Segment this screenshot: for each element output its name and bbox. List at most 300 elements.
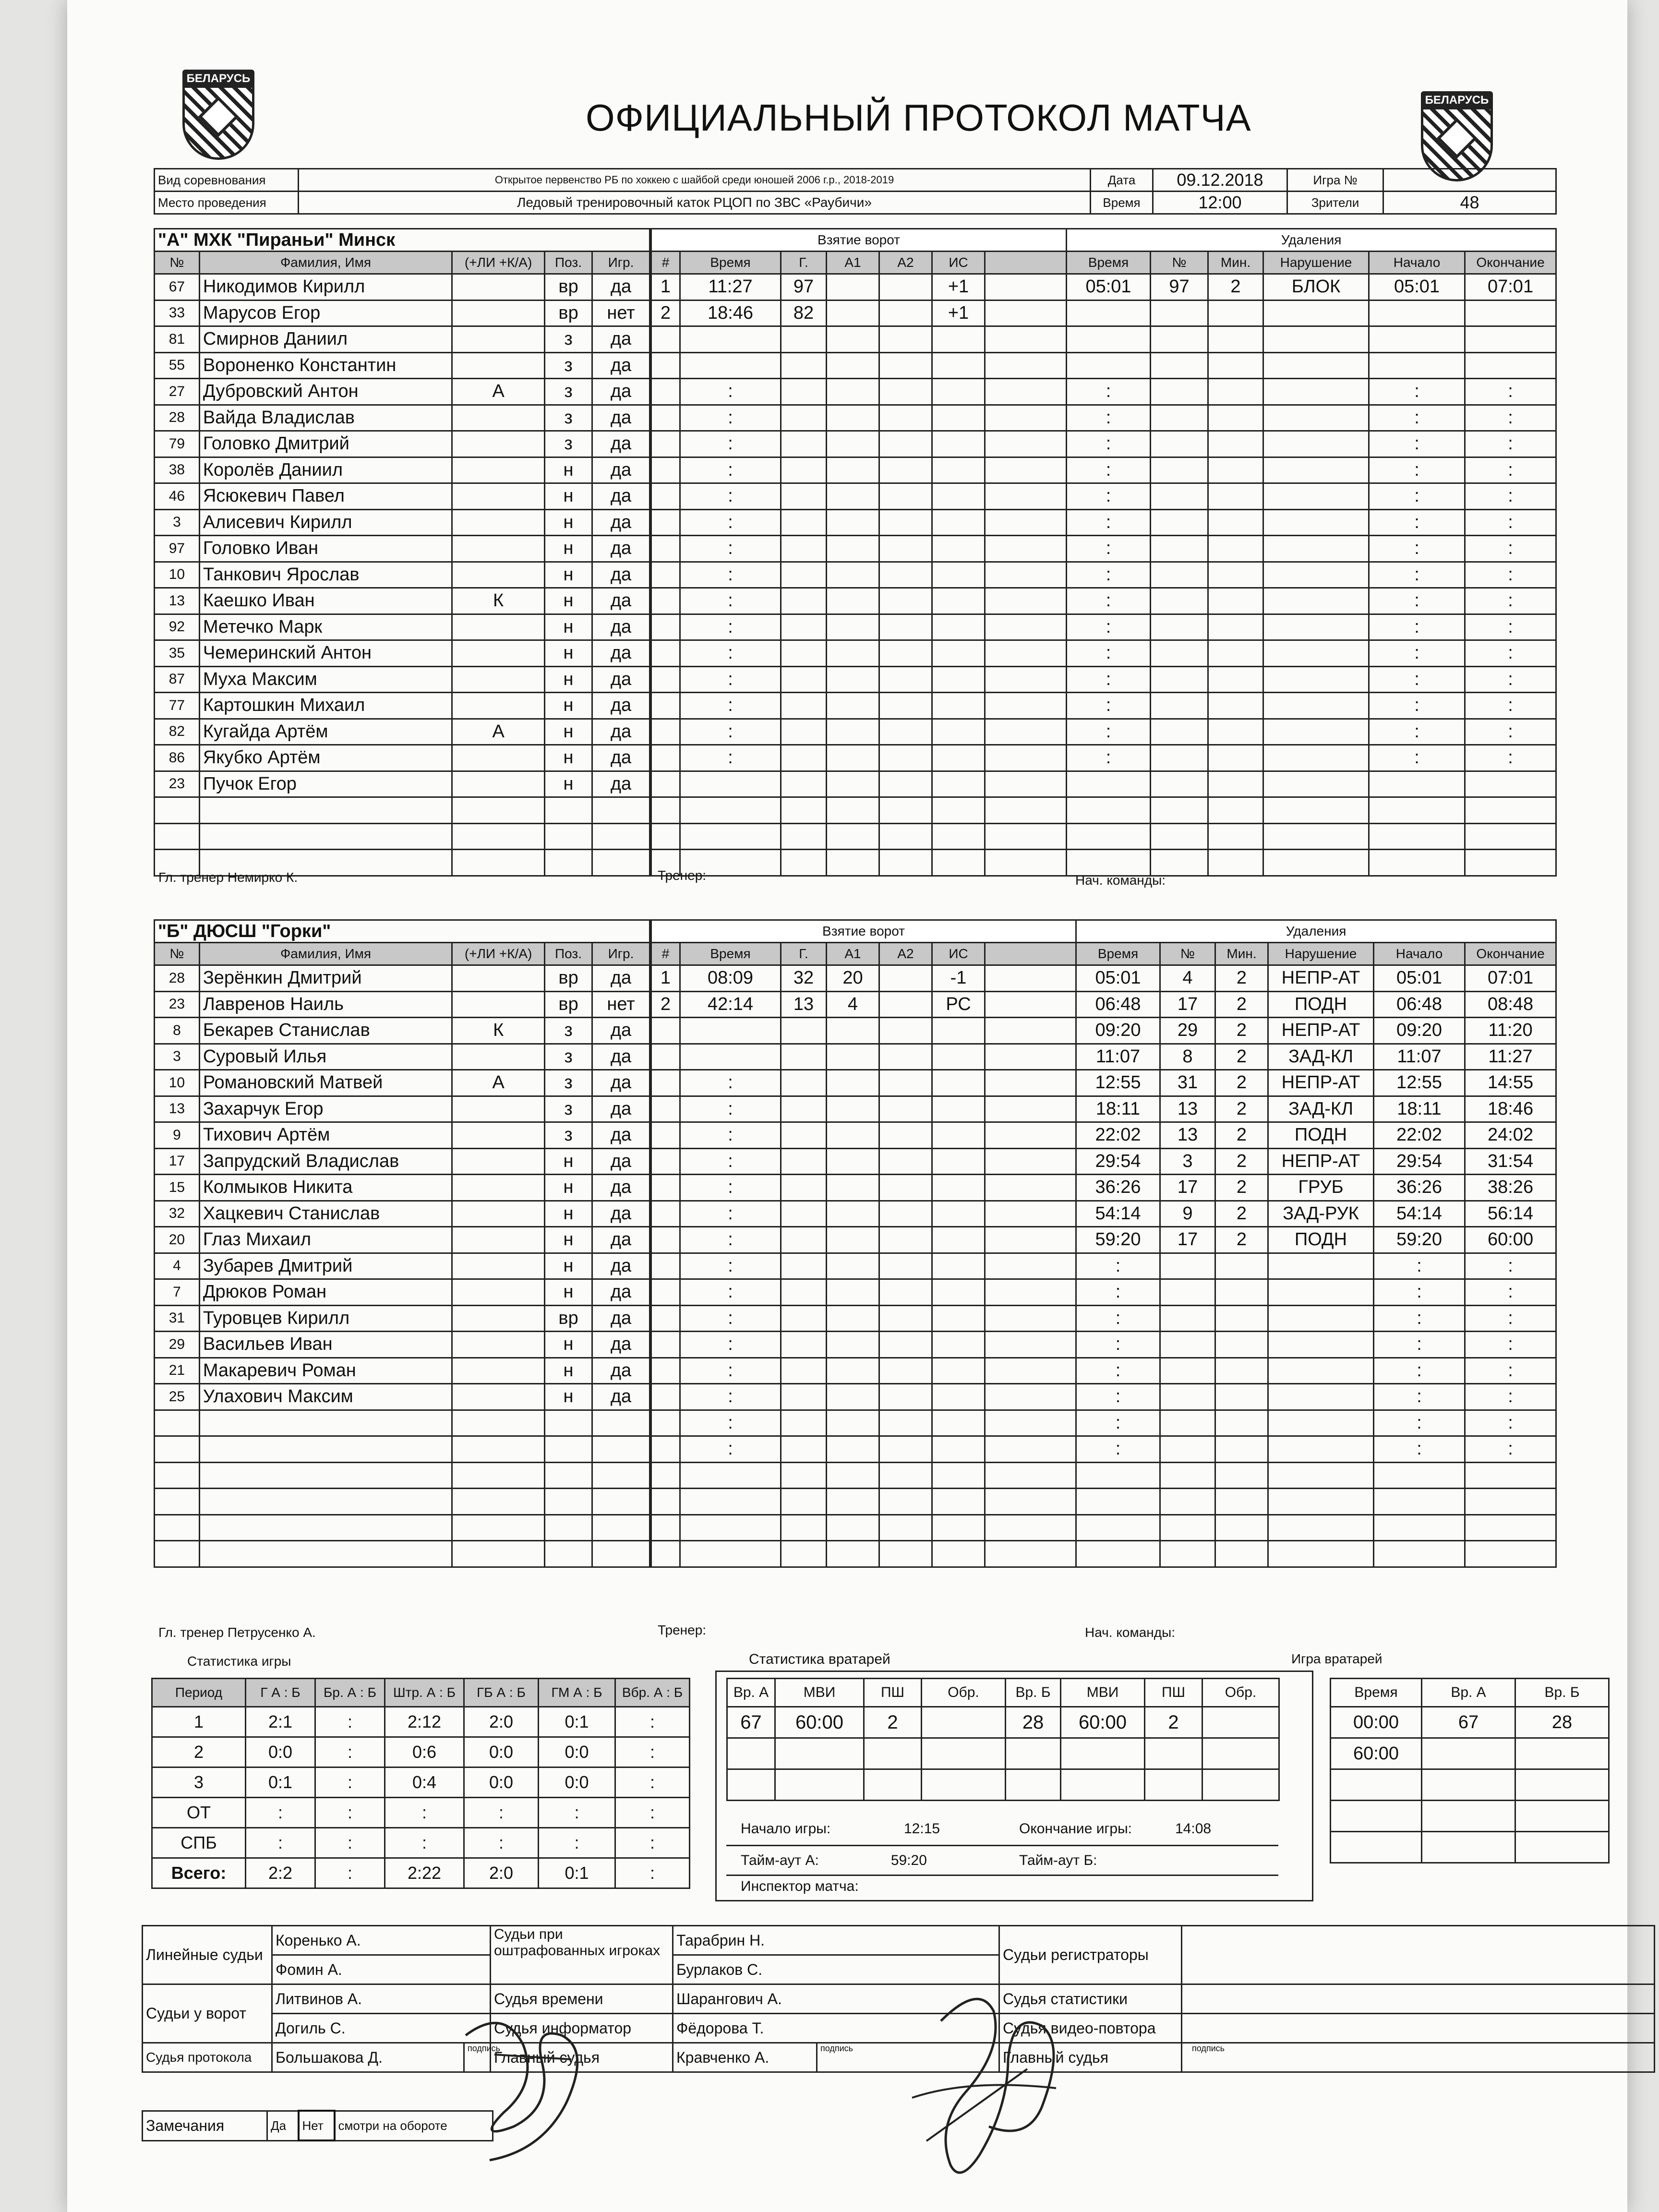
goal-is [932, 1384, 985, 1410]
penalty-m [1215, 1436, 1268, 1463]
divider [726, 1875, 1278, 1876]
table-row [651, 1070, 1076, 1096]
goal-is [932, 1332, 985, 1358]
gk-play-cell [1331, 1801, 1422, 1832]
announcer-value: Фёдорова Т. [673, 2014, 999, 2043]
penalty-m: 2 [1215, 1175, 1268, 1201]
gk-cell [1061, 1769, 1145, 1801]
table-row [651, 1122, 1076, 1149]
belarus-hockey-logo-right: БЕЛАРУСЬ [1421, 91, 1493, 182]
goal-a1 [827, 1227, 879, 1253]
table-row [651, 509, 1067, 536]
goal-n [651, 1122, 680, 1149]
player-number: 9 [155, 1122, 200, 1149]
goal-g [781, 1122, 827, 1149]
penalty-e: 07:01 [1465, 965, 1556, 992]
end-value: 14:08 [1175, 1821, 1212, 1837]
penalty-m [1208, 300, 1263, 326]
goal-a1 [827, 1384, 879, 1410]
player-name: Романовский Матвей [199, 1070, 452, 1096]
goal-t: : [680, 379, 781, 405]
player-name: Зерёнкин Дмитрий [199, 965, 452, 992]
goal-g [781, 1018, 827, 1044]
empty-cell [452, 1541, 545, 1567]
video-judge-value [1182, 2014, 1655, 2043]
table-row [1076, 1227, 1556, 1253]
goal-g [781, 1410, 827, 1436]
goal-n: 2 [651, 300, 680, 326]
end-label: Окончание игры: [1019, 1821, 1132, 1837]
goal-spacer [985, 771, 1067, 797]
penalty-m [1215, 1515, 1268, 1541]
player-position: н [545, 1384, 592, 1410]
penalty-s: : [1369, 536, 1465, 562]
team-b-goals [650, 919, 1077, 1568]
goal-t: : [680, 1358, 781, 1384]
goal-spacer [985, 1515, 1076, 1541]
player-name: Метечко Марк [199, 614, 452, 640]
statistics-judge-value [1182, 1984, 1655, 2014]
table-row [1331, 1769, 1609, 1801]
player-position: н [545, 640, 592, 667]
player-number: 21 [155, 1358, 200, 1384]
table-row [1067, 274, 1556, 301]
goal-a2 [879, 666, 932, 693]
penalty-n [1151, 719, 1208, 745]
table-row [1076, 1384, 1556, 1410]
player-number: 55 [155, 352, 200, 379]
penalty-m [1215, 1462, 1268, 1489]
goal-t: : [680, 1410, 781, 1436]
penalty-t: : [1067, 379, 1151, 405]
player-position: з [545, 1018, 592, 1044]
goal-spacer [985, 300, 1067, 326]
stats-cell: 2 [152, 1737, 246, 1767]
table-row [651, 405, 1067, 431]
gk-play-header [1331, 1679, 1609, 1707]
stats-cell: : [615, 1828, 690, 1858]
game-stats-rows [152, 1707, 690, 1888]
empty-cell [155, 823, 200, 850]
table-row [1076, 1201, 1556, 1227]
goal-a2 [879, 1489, 932, 1515]
goal-g [781, 352, 827, 379]
player-name: Ясюкевич Павел [199, 483, 452, 510]
penalty-s: : [1369, 666, 1465, 693]
penalty-s: : [1369, 745, 1465, 771]
gk-play-cell [1422, 1769, 1515, 1801]
empty-cell [452, 797, 545, 824]
goal-a1 [827, 1489, 879, 1515]
goal-is [932, 666, 985, 693]
penalty-inf [1268, 1489, 1374, 1515]
player-role [452, 666, 545, 693]
player-name: Танкович Ярослав [199, 562, 452, 588]
goal-t [680, 1018, 781, 1044]
goal-spacer [985, 588, 1067, 614]
goal-a1 [827, 850, 879, 876]
goal-t [680, 1462, 781, 1489]
player-position: з [545, 379, 592, 405]
player-played: да [592, 326, 650, 353]
table-row [651, 745, 1067, 771]
goal-a1 [827, 640, 879, 667]
coach-name: Петрусенко А. [227, 1625, 316, 1640]
player-number: 3 [155, 509, 200, 536]
penalty-inf [1268, 1462, 1374, 1489]
goal-spacer [985, 1279, 1076, 1306]
goal-is [932, 1096, 985, 1122]
goal-spacer [985, 431, 1067, 457]
goal-is [932, 1070, 985, 1096]
stats-header: Период [152, 1679, 246, 1707]
linesman-2: Фомин А. [272, 1955, 491, 1984]
team-a-goal-rows [651, 274, 1067, 876]
empty-cell [452, 823, 545, 850]
table-row [155, 1201, 650, 1227]
player-position: н [545, 771, 592, 797]
goal-n [651, 640, 680, 667]
penalty-e: : [1465, 1305, 1556, 1332]
penalty-m [1208, 379, 1263, 405]
goal-is [932, 1541, 985, 1567]
penalty-m: 2 [1215, 1044, 1268, 1070]
goal-n [651, 1358, 680, 1384]
goal-a1 [827, 562, 879, 588]
goal-is [932, 483, 985, 510]
gk-cell [1061, 1738, 1145, 1769]
goal-n [651, 379, 680, 405]
empty-cell [452, 1436, 545, 1463]
table-row [651, 850, 1067, 876]
goal-n: 1 [651, 274, 680, 301]
gk-play-cell [1331, 1769, 1422, 1801]
gk-play-table [1330, 1678, 1610, 1863]
penalty-t: : [1067, 483, 1151, 510]
goal-g [781, 1358, 827, 1384]
stats-cell: : [464, 1828, 539, 1858]
coach-name: Немирко К. [227, 870, 298, 885]
goal-a1 [827, 797, 879, 824]
penalty-t: : [1076, 1279, 1160, 1306]
protocol-judge-signature [446, 2007, 600, 2170]
table-row [1067, 483, 1556, 510]
table-row [1067, 850, 1556, 876]
goal-g [781, 588, 827, 614]
goal-n [651, 405, 680, 431]
goal-is [932, 797, 985, 824]
timeout-a-label: Тайм-аут А: [741, 1852, 819, 1868]
col-goal-a2: А2 [879, 252, 932, 274]
penalty-inf [1268, 1541, 1374, 1567]
gk-header: ПШ [864, 1679, 922, 1707]
table-row [155, 1462, 650, 1489]
col-li: (+ЛИ +К/А) [452, 943, 545, 965]
player-number: 31 [155, 1305, 200, 1332]
player-played: да [592, 562, 650, 588]
goal-g: 97 [781, 274, 827, 301]
table-row [152, 1858, 690, 1888]
penalty-s: 29:54 [1374, 1148, 1465, 1175]
table-row [651, 797, 1067, 824]
goal-is [932, 457, 985, 483]
col-goal-num: # [651, 252, 680, 274]
goal-is [932, 1462, 985, 1489]
goal-is [932, 1358, 985, 1384]
player-name: Головко Дмитрий [199, 431, 452, 457]
penalty-t: : [1076, 1410, 1160, 1436]
player-position: н [545, 1175, 592, 1201]
penalty-t [1076, 1515, 1160, 1541]
goal-g [781, 1096, 827, 1122]
penalty-n: 31 [1160, 1070, 1215, 1096]
goal-a2 [879, 693, 932, 719]
player-position: н [545, 666, 592, 693]
penalty-inf [1263, 405, 1369, 431]
gk-play-cell: 67 [1422, 1707, 1515, 1738]
player-name: Смирнов Даниил [199, 326, 452, 353]
goal-g [781, 1384, 827, 1410]
table-row [727, 1738, 1279, 1769]
penalty-m [1215, 1279, 1268, 1306]
goal-a1 [827, 614, 879, 640]
col-pen-start: Начало [1374, 943, 1465, 965]
table-row [1076, 1305, 1556, 1332]
goal-is [932, 850, 985, 876]
penalty-t: 54:14 [1076, 1201, 1160, 1227]
start-value: 12:15 [904, 1821, 940, 1837]
goal-n [651, 588, 680, 614]
goal-spacer [985, 640, 1067, 667]
goal-n [651, 1148, 680, 1175]
penalty-t [1067, 300, 1151, 326]
goal-is [932, 405, 985, 431]
team-b-player-rows [155, 965, 650, 1567]
empty-cell [155, 1515, 200, 1541]
penalty-inf [1263, 562, 1369, 588]
table-row [651, 1148, 1076, 1175]
team-a-roster [154, 228, 650, 877]
table-row [1067, 536, 1556, 562]
goal-is [932, 1305, 985, 1332]
table-row [1076, 1070, 1556, 1096]
goal-n [651, 326, 680, 353]
penalty-inf [1263, 850, 1369, 876]
player-position: вр [545, 965, 592, 992]
penalty-e [1465, 326, 1556, 353]
penalty-n [1151, 562, 1208, 588]
goal-is: РС [932, 991, 985, 1018]
table-row [155, 509, 650, 536]
timekeeper-label: Судья времени [491, 1984, 673, 2014]
player-name: Пучок Егор [199, 771, 452, 797]
penalty-n [1151, 640, 1208, 667]
goal-a1 [827, 1515, 879, 1541]
goal-t [680, 771, 781, 797]
penalty-t [1076, 1462, 1160, 1489]
player-played: да [592, 1305, 650, 1332]
player-role [452, 640, 545, 667]
penalty-m [1215, 1489, 1268, 1515]
table-row [1076, 1462, 1556, 1489]
table-row [651, 640, 1067, 667]
player-played: да [592, 614, 650, 640]
goal-n [651, 536, 680, 562]
player-name: Макаревич Роман [199, 1358, 452, 1384]
goal-a2 [879, 1253, 932, 1279]
penalty-e: : [1465, 640, 1556, 667]
penalty-s: : [1369, 457, 1465, 483]
goal-is [932, 352, 985, 379]
player-played: нет [592, 991, 650, 1018]
table-row [1076, 1436, 1556, 1463]
goal-is [932, 588, 985, 614]
goal-is [932, 1175, 985, 1201]
goal-g [781, 457, 827, 483]
player-number: 15 [155, 1175, 200, 1201]
penalty-inf: НЕПР-АТ [1268, 1018, 1374, 1044]
empty-cell [592, 1515, 650, 1541]
goal-a2 [879, 300, 932, 326]
penalty-inf [1268, 1436, 1374, 1463]
goal-g [781, 1148, 827, 1175]
game-times [726, 1816, 1278, 1893]
belarus-hockey-logo-left: БЕЛАРУСЬ [182, 70, 254, 161]
penalty-inf [1263, 536, 1369, 562]
player-position: н [545, 457, 592, 483]
goal-a1 [827, 1253, 879, 1279]
penalty-m [1208, 588, 1263, 614]
penalty-t: 11:07 [1076, 1044, 1160, 1070]
goal-g [781, 326, 827, 353]
penalty-n: 17 [1160, 991, 1215, 1018]
player-name: Глаз Михаил [199, 1227, 452, 1253]
empty-cell [592, 1410, 650, 1436]
penalty-m: 2 [1215, 1096, 1268, 1122]
player-position: з [545, 431, 592, 457]
player-position: вр [545, 1305, 592, 1332]
player-position: н [545, 1148, 592, 1175]
gk-play-cell [1422, 1738, 1515, 1769]
player-name: Алисевич Кирилл [199, 509, 452, 536]
empty-cell [592, 850, 650, 876]
stats-cell: 2:2 [246, 1858, 315, 1888]
player-number: 10 [155, 562, 200, 588]
table-row [1067, 719, 1556, 745]
goal-a1 [827, 1148, 879, 1175]
goal-g [781, 1070, 827, 1096]
gk-play-rows [1331, 1707, 1609, 1863]
player-position: н [545, 1358, 592, 1384]
penalty-inf [1268, 1358, 1374, 1384]
table-row [155, 640, 650, 667]
goal-n [651, 352, 680, 379]
gk-play-header: Вр. А [1422, 1679, 1515, 1707]
gk-cell [922, 1738, 1006, 1769]
goal-a1 [827, 1332, 879, 1358]
penalty-n [1160, 1462, 1215, 1489]
penalty-s: : [1369, 379, 1465, 405]
player-position: вр [545, 274, 592, 301]
goal-g [781, 719, 827, 745]
match-info-table [154, 168, 1557, 215]
table-row [651, 1410, 1076, 1436]
player-position: з [545, 326, 592, 353]
goal-is: +1 [932, 274, 985, 301]
penalty-t: : [1067, 431, 1151, 457]
penalty-inf [1263, 483, 1369, 510]
goal-a1 [827, 1122, 879, 1149]
player-position: н [545, 536, 592, 562]
penalty-e: : [1465, 536, 1556, 562]
penalty-inf [1268, 1410, 1374, 1436]
table-row [155, 1253, 650, 1279]
penalty-t [1076, 1489, 1160, 1515]
penalty-t [1067, 771, 1151, 797]
goal-spacer [985, 719, 1067, 745]
player-played: да [592, 274, 650, 301]
col-play: Игр. [592, 943, 650, 965]
penalty-inf [1263, 640, 1369, 667]
table-row [651, 483, 1067, 510]
table-row [155, 1070, 650, 1096]
player-number: 28 [155, 405, 200, 431]
goal-a2 [879, 745, 932, 771]
stats-header: Г А : Б [246, 1679, 315, 1707]
player-name: Дрюков Роман [199, 1279, 452, 1306]
goal-t: : [680, 405, 781, 431]
goal-a2 [879, 431, 932, 457]
penalty-e: : [1465, 431, 1556, 457]
goal-t: : [680, 693, 781, 719]
col-pos: Поз. [545, 252, 592, 274]
player-name: Картошкин Михаил [199, 693, 452, 719]
penalty-t: 05:01 [1067, 274, 1151, 301]
goal-is [932, 379, 985, 405]
player-number: 33 [155, 300, 200, 326]
table-row [651, 1436, 1076, 1463]
penalty-m [1208, 797, 1263, 824]
empty-cell [155, 1436, 200, 1463]
stats-cell: СПБ [152, 1828, 246, 1858]
scorer-value: Большакова Д. [272, 2043, 464, 2072]
player-position: н [545, 1227, 592, 1253]
goal-g [781, 509, 827, 536]
goal-g: 32 [781, 965, 827, 992]
penalty-inf: ЗАД-КЛ [1268, 1044, 1374, 1070]
table-row [651, 431, 1067, 457]
player-played: да [592, 1332, 650, 1358]
goal-g [781, 1436, 827, 1463]
penalty-s: : [1369, 562, 1465, 588]
table-row [1067, 588, 1556, 614]
goal-spacer [985, 823, 1067, 850]
goal-a1 [827, 1175, 879, 1201]
goal-spacer [985, 1070, 1076, 1096]
penalty-e [1465, 1515, 1556, 1541]
table-row [155, 1044, 650, 1070]
player-name: Муха Максим [199, 666, 452, 693]
gk-play-title: Игра вратарей [1291, 1651, 1382, 1666]
penalty-n [1160, 1332, 1215, 1358]
goal-is [932, 1279, 985, 1306]
player-position: н [545, 1201, 592, 1227]
penalty-s: : [1374, 1384, 1465, 1410]
penalty-m [1215, 1410, 1268, 1436]
start-time [741, 1821, 940, 1837]
goal-judges-label: Судьи у ворот [143, 1984, 272, 2043]
player-name: Лавренов Наиль [199, 991, 452, 1018]
